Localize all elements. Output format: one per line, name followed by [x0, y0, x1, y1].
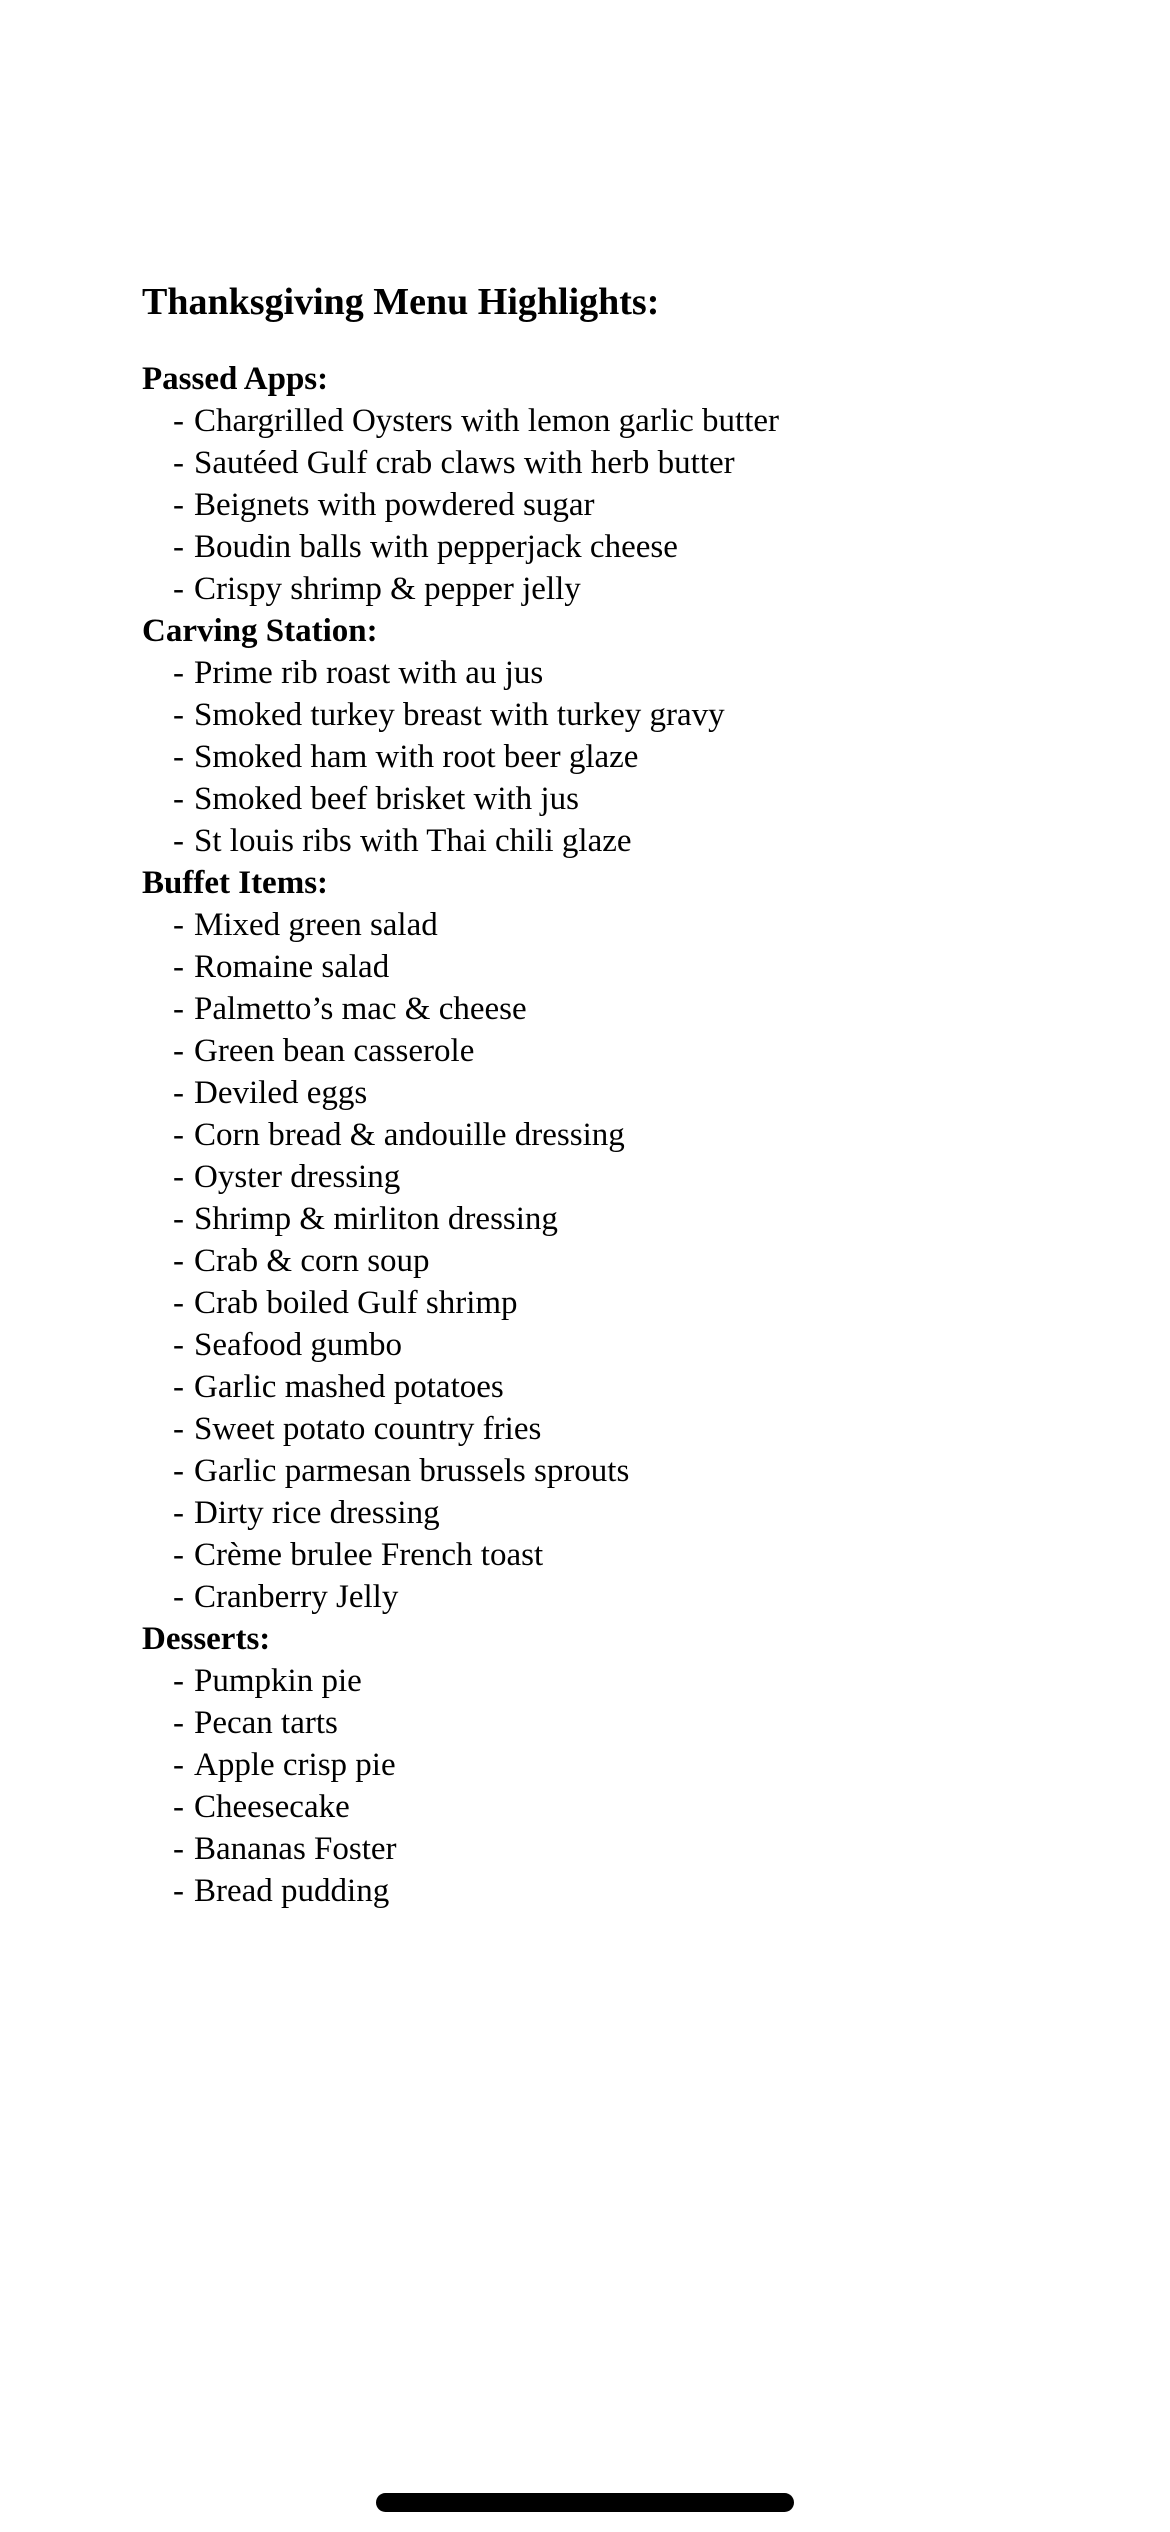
- bullet-dash: -: [173, 487, 184, 523]
- menu-item-text: Crab & corn soup: [194, 1243, 430, 1279]
- menu-item-text: Garlic parmesan brussels sprouts: [194, 1453, 630, 1489]
- section-items: [142, 652, 1110, 862]
- menu-item-text: Corn bread & andouille dressing: [194, 1117, 625, 1153]
- menu-item: [142, 1660, 1110, 1702]
- bullet-dash: -: [173, 1033, 184, 1069]
- menu-item: [142, 820, 1110, 862]
- section-header: Carving Station:: [142, 613, 378, 649]
- menu-item-text: Pecan tarts: [194, 1705, 338, 1741]
- menu-section: [142, 862, 1110, 1618]
- bullet-dash: -: [173, 1159, 184, 1195]
- menu-item-text: Smoked turkey breast with turkey gravy: [194, 697, 725, 733]
- menu-item: [142, 736, 1110, 778]
- menu-item: [142, 1282, 1110, 1324]
- menu-item-text: Garlic mashed potatoes: [194, 1369, 504, 1405]
- menu-item-text: Seafood gumbo: [194, 1327, 403, 1363]
- menu-item: [142, 1198, 1110, 1240]
- menu-item-text: Shrimp & mirliton dressing: [194, 1201, 558, 1237]
- bullet-dash: -: [173, 1537, 184, 1573]
- menu-item-text: Sautéed Gulf crab claws with herb butter: [194, 445, 735, 481]
- section-items: [142, 400, 1110, 610]
- bullet-dash: -: [173, 1831, 184, 1867]
- menu-item: [142, 484, 1110, 526]
- menu-item: [142, 1870, 1110, 1912]
- menu-item-text: Chargrilled Oysters with lemon garlic butter: [194, 403, 780, 439]
- section-header: Desserts:: [142, 1621, 271, 1657]
- section-header: Passed Apps:: [142, 361, 329, 397]
- bullet-dash: -: [173, 1747, 184, 1783]
- menu-item-text: Crème brulee French toast: [194, 1537, 544, 1573]
- bullet-dash: -: [173, 1285, 184, 1321]
- menu-item: [142, 442, 1110, 484]
- menu-item: [142, 1030, 1110, 1072]
- bullet-dash: -: [173, 739, 184, 775]
- menu-item-text: Romaine salad: [194, 949, 390, 985]
- menu-item: [142, 694, 1110, 736]
- menu-section: [142, 1618, 1110, 1912]
- menu-item: [142, 1534, 1110, 1576]
- home-indicator-bar[interactable]: [376, 2493, 794, 2512]
- menu-item-text: Dirty rice dressing: [194, 1495, 440, 1531]
- bullet-dash: -: [173, 1873, 184, 1909]
- menu-item: [142, 988, 1110, 1030]
- menu-item: [142, 778, 1110, 820]
- menu-item: [142, 1114, 1110, 1156]
- menu-item-text: Smoked ham with root beer glaze: [194, 739, 639, 775]
- menu-item: [142, 1324, 1110, 1366]
- bullet-dash: -: [173, 1201, 184, 1237]
- menu-item-text: Crispy shrimp & pepper jelly: [194, 571, 581, 607]
- menu-item-text: Boudin balls with pepperjack cheese: [194, 529, 678, 565]
- section-items: [142, 904, 1110, 1618]
- menu-item-text: Crab boiled Gulf shrimp: [194, 1285, 518, 1321]
- menu-item-text: Deviled eggs: [194, 1075, 368, 1111]
- bullet-dash: -: [173, 1243, 184, 1279]
- menu-item-text: Mixed green salad: [194, 907, 438, 943]
- menu-section: [142, 610, 1110, 862]
- bullet-dash: -: [173, 697, 184, 733]
- menu-item-text: Green bean casserole: [194, 1033, 475, 1069]
- menu-sections: [142, 358, 1110, 1912]
- menu-item-text: Prime rib roast with au jus: [194, 655, 544, 691]
- bullet-dash: -: [173, 655, 184, 691]
- menu-item-text: Bananas Foster: [194, 1831, 397, 1867]
- section-items: [142, 1660, 1110, 1912]
- bullet-dash: -: [173, 949, 184, 985]
- bullet-dash: -: [173, 1663, 184, 1699]
- menu-section: [142, 358, 1110, 610]
- menu-item: [142, 1744, 1110, 1786]
- menu-item: [142, 400, 1110, 442]
- bullet-dash: -: [173, 907, 184, 943]
- bullet-dash: -: [173, 1789, 184, 1825]
- bullet-dash: -: [173, 1411, 184, 1447]
- bullet-dash: -: [173, 529, 184, 565]
- menu-item-text: Cranberry Jelly: [194, 1579, 399, 1615]
- bullet-dash: -: [173, 1705, 184, 1741]
- bullet-dash: -: [173, 823, 184, 859]
- menu-item: [142, 946, 1110, 988]
- bullet-dash: -: [173, 781, 184, 817]
- bullet-dash: -: [173, 1075, 184, 1111]
- menu-item: [142, 1702, 1110, 1744]
- menu-item-text: Sweet potato country fries: [194, 1411, 542, 1447]
- menu-item-text: St louis ribs with Thai chili glaze: [194, 823, 632, 859]
- menu-item-text: Smoked beef brisket with jus: [194, 781, 579, 817]
- menu-item-text: Palmetto’s mac & cheese: [194, 991, 527, 1027]
- menu-item: [142, 1828, 1110, 1870]
- section-header: Buffet Items:: [142, 865, 329, 901]
- menu-item: [142, 1450, 1110, 1492]
- bullet-dash: -: [173, 403, 184, 439]
- menu-item: [142, 1156, 1110, 1198]
- menu-item-text: Beignets with powdered sugar: [194, 487, 595, 523]
- menu-item-text: Bread pudding: [194, 1873, 390, 1909]
- menu-item: [142, 1786, 1110, 1828]
- bullet-dash: -: [173, 1369, 184, 1405]
- menu-item: [142, 568, 1110, 610]
- menu-item-text: Oyster dressing: [194, 1159, 401, 1195]
- bullet-dash: -: [173, 571, 184, 607]
- menu-item: [142, 1072, 1110, 1114]
- menu-item: [142, 1576, 1110, 1618]
- menu-item-text: Pumpkin pie: [194, 1663, 362, 1699]
- bullet-dash: -: [173, 1327, 184, 1363]
- menu-item: [142, 1492, 1110, 1534]
- bullet-dash: -: [173, 1495, 184, 1531]
- menu-item: [142, 904, 1110, 946]
- menu-item: [142, 1240, 1110, 1282]
- page-title: Thanksgiving Menu Highlights:: [142, 281, 660, 323]
- menu-item: [142, 1366, 1110, 1408]
- bullet-dash: -: [173, 445, 184, 481]
- menu-item: [142, 526, 1110, 568]
- bullet-dash: -: [173, 1453, 184, 1489]
- menu-item: [142, 652, 1110, 694]
- bullet-dash: -: [173, 1579, 184, 1615]
- menu-item-text: Cheesecake: [194, 1789, 350, 1825]
- menu-item-text: Apple crisp pie: [194, 1747, 396, 1783]
- bullet-dash: -: [173, 991, 184, 1027]
- menu-item: [142, 1408, 1110, 1450]
- bullet-dash: -: [173, 1117, 184, 1153]
